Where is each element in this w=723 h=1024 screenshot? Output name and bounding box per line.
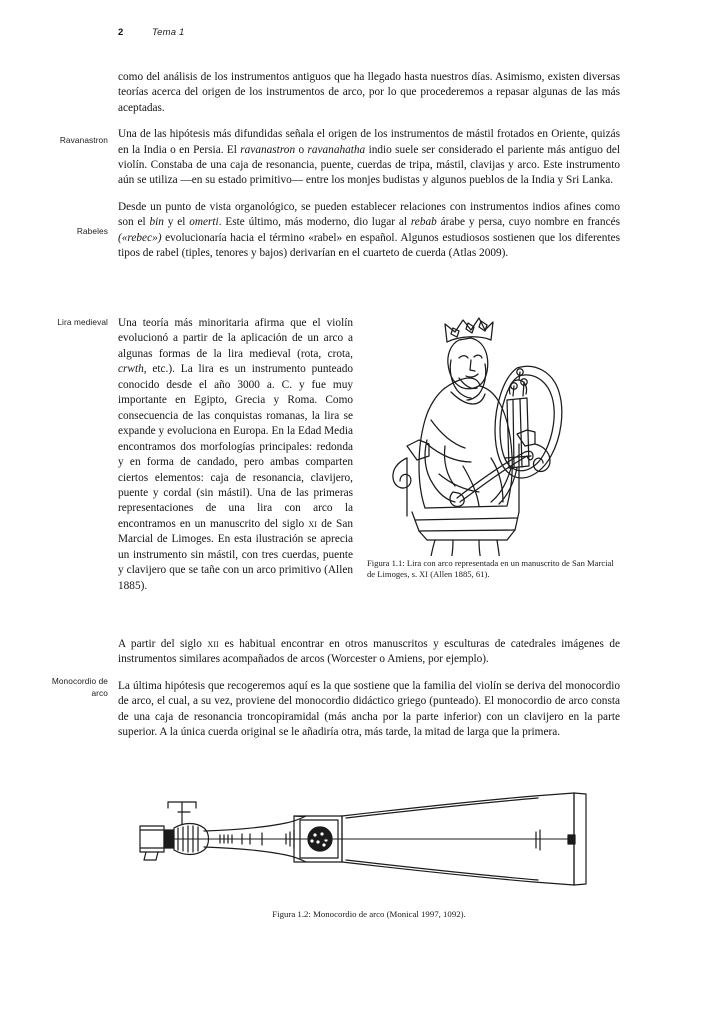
paragraph-text: , etc.). La lira es un instrumento punteado conocido desde el año 3000 a. C. y fue muy importante en Egipto, Grecia y Roma. Como consecuencia de las conquistas romanas, la lira se expande y evoluciona en Europa. En la Edad Media encontramos dos morfologías principales: redonda y en forma de candado, pero ambas comparten ciertos elementos: caja de resonancia, clavijero, puente y cordal (sin mástil). Una de las primeras representaciones de una lira con arco la encontramos en un manuscrito del siglo — [118, 363, 353, 530]
running-head — [118, 27, 618, 43]
paragraph-text: evolucionaría hacia el término «rabel» en español. Algunos estudiosos sostienen que los diferentes tipos de rabel (tiples, tenores y bajos) derivarían en el cuarteto de cuerda (Atlas 2009). — [118, 231, 620, 260]
paragraph-text: árabe y persa, cuyo nombre en francés — [436, 216, 620, 229]
margin-note-label: Lira medieval — [57, 317, 108, 327]
paragraph-rabeles — [118, 200, 620, 262]
figure-caption-text: Figura 1.1: Lira con arco representada en un manuscrito de San Marcial de Limoges, s. — [367, 558, 614, 580]
paragraph-text: . Este último, más moderno, dio lugar al — [218, 216, 411, 229]
body-text-lower — [118, 637, 620, 740]
century-xii: xii — [207, 638, 220, 650]
paragraph-text: Desde un punto de vista organológico, se pueden establecer relaciones con instrumentos indios afines como son el — [118, 200, 620, 229]
king-playing-bowed-lyre-icon — [367, 316, 620, 556]
margin-note-label-line2: arco — [91, 687, 108, 698]
term-ravanastron: ravanastron — [240, 143, 296, 156]
figure-1-2-caption: Figura 1.2: Monocordio de arco (Monical 1997, 1092). — [272, 909, 466, 919]
chapter-title: Tema 1 — [152, 27, 185, 38]
paragraph-siglo-xii — [118, 637, 620, 668]
paragraph-ravanastron — [118, 127, 620, 189]
term-bin: bin — [149, 216, 164, 229]
body-text-wrapped — [118, 316, 620, 605]
margin-note-label: Ravanastron — [59, 135, 108, 145]
figure-caption-century: xi — [419, 568, 429, 581]
margin-note-label-line1: Monocordio de — [51, 676, 108, 686]
century-xi: xi — [308, 517, 318, 530]
margin-note-rabeles — [22, 226, 108, 238]
term-omerti: omerti — [189, 216, 219, 229]
paragraph-continuation — [118, 70, 620, 116]
paragraph-text: Una teoría más minoritaria afirma que el violín evolucionó a partir de la aplicación de un arco a algunas formas de la lira medieval (rota, crota, — [118, 317, 353, 360]
margin-note-monocordio-de-arco — [22, 676, 108, 699]
paragraph-text: Una de las hipótesis más difundidas señala el origen de los instrumentos de mástil frotados en Oriente, quizás en la India o en Persia. El — [118, 128, 620, 156]
paragraph-text: es habitual encontrar en otros manuscritos y esculturas de catedrales imágenes de instrumentos similares acompañados de arcos (Worcester o Amiens, por ejemplo). — [118, 638, 620, 666]
figure-1-1 — [367, 316, 620, 581]
paragraph-text: La última hipótesis que recogeremos aquí es la que sostiene que la familia del violín se deriva del monocordio de arco, el cual, a su vez, proviene del monocordio didáctico griego (punteado). El monocordio de arco consta de una caja de resonancia troncopiramidal (más ancha por la parte inferior) con un clavijero en la parte superior. A la única cuerda original se le añadiría otra, más tarde, la mitad de larga que la primera. — [118, 679, 620, 739]
bowed-monochord-icon — [134, 790, 604, 886]
page-number: 2 — [118, 27, 124, 38]
term-crwth: crwth — [118, 363, 144, 376]
margin-note-ravanastron — [22, 135, 108, 147]
term-rebab: rebab — [410, 216, 437, 229]
margin-note-lira-medieval — [22, 317, 108, 329]
figure-caption-text: (Allen 1885, 61). — [428, 569, 490, 580]
paragraph-text: de San Marcial de Limoges. En esta ilustración se aprecia un instrumento sin mástil, con tres cuerdas, puente y clavijero que se tañe con un arco primitivo (Allen 1885). — [118, 517, 354, 592]
paragraph-text: indio suele ser considerado el pariente más antiguo del violín. Constaba de una caja de resonancia, puente, cuerdas de tripa, mástil, clavijas y arco. Este instrumento aún se utiliza —en su estado primitivo— entre los monjes budistas y algunos pueblos de la India y Sri Lanka. — [118, 143, 620, 187]
paragraph-text: o — [295, 143, 308, 156]
body-text-upper — [118, 70, 620, 261]
paragraph-monocordio — [118, 679, 620, 741]
margin-note-label: Rabeles — [76, 226, 108, 236]
term-rebec: («rebec») — [118, 231, 162, 244]
paragraph-text: y el — [163, 216, 190, 229]
figure-1-2 — [118, 790, 620, 920]
paragraph-text: A partir del siglo — [118, 638, 208, 650]
figure-1-1-caption — [367, 558, 620, 581]
paragraph-text: como del análisis de los instrumentos antiguos que ha llegado hasta nuestros días. Asimismo, existen diversas teorías acerca del origen de los instrumentos de arco, por lo que procederemos a repasar algunas de las más aceptadas. — [118, 71, 620, 114]
term-ravanahatha: ravanahatha — [307, 143, 366, 156]
